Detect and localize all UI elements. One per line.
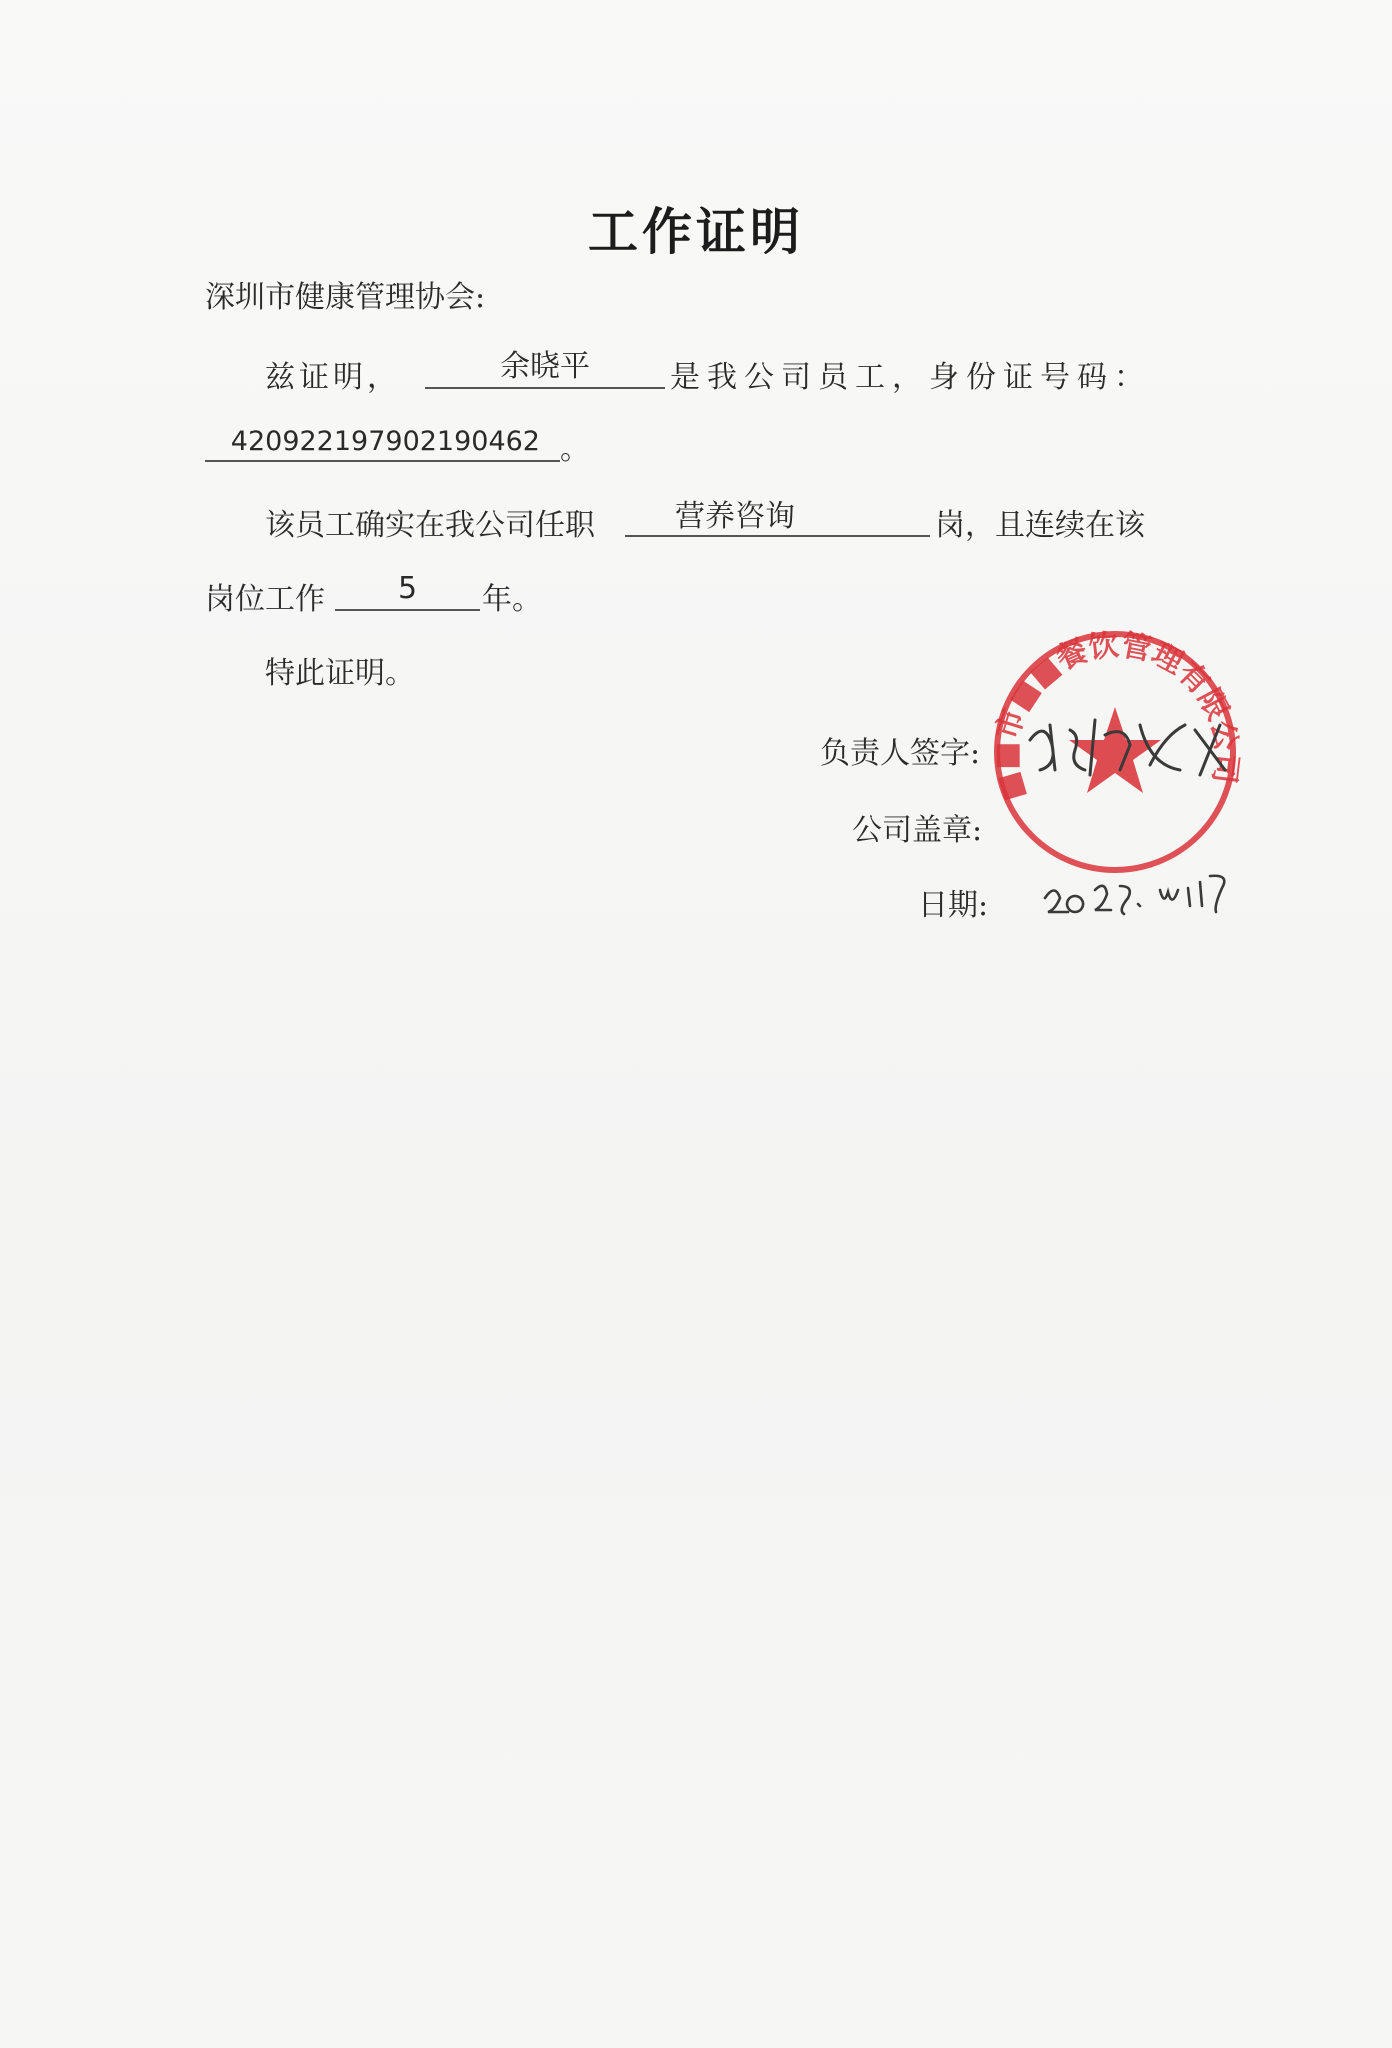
- sign-label: 负责人签字:: [820, 736, 981, 771]
- id-suffix: 。: [560, 432, 590, 467]
- addressee: 深圳市健康管理协会:: [205, 280, 486, 315]
- years-prefix: 岗位工作: [205, 582, 325, 617]
- position-field: 营养咨询: [625, 497, 930, 537]
- employee-name-field: 余晓平: [425, 347, 665, 389]
- certify-suffix: 是我公司员工，身份证号码：: [670, 360, 1151, 395]
- handwritten-signature: [1020, 710, 1250, 780]
- years-field: 5: [335, 569, 480, 611]
- years-suffix: 年。: [482, 582, 542, 617]
- position-suffix: 岗，且连续在该: [935, 508, 1145, 543]
- certify-prefix: 兹证明，: [265, 360, 401, 395]
- seal-label: 公司盖章:: [852, 813, 983, 848]
- date-label: 日期:: [918, 888, 989, 923]
- closing-text: 特此证明。: [265, 656, 415, 691]
- stamp-text: ■■市■■餐饮管理有限公司: [988, 627, 1244, 806]
- id-number-field: 420922197902190462: [205, 422, 560, 462]
- document-title: 工作证明: [588, 202, 804, 261]
- handwritten-date: [1040, 868, 1240, 918]
- position-prefix: 该员工确实在我公司任职: [265, 508, 595, 543]
